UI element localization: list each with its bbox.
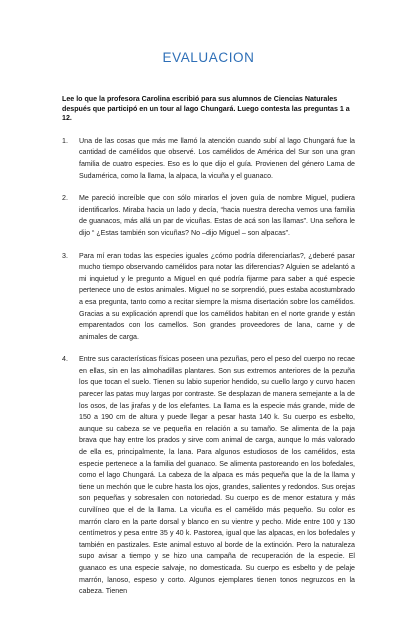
- list-item: [62, 193, 355, 239]
- item-number: 2.: [62, 194, 68, 203]
- list-item: [62, 251, 355, 344]
- list-item: [62, 354, 355, 597]
- item-number: 1.: [62, 136, 68, 145]
- item-text: Para mí eran todas las especies iguales ¿cómo podría diferenciarlas?, ¿deberé pasar mucho tiempo observando camélidos para notar las diferencias? Alguien se adelantó a mi inquietud y le pregunto a Miguel en qué podría fijarme para saber a qué especie pertenece uno de estos animales. Miguel no se sorprendió, pues estaba acostumbrado a esa pregunta, tanto como a recitar siempre la misma disertación sobre los camélidos. Gracias a su explicación aprendí que los camélidos habitan en el norte grande y están emparentados con los camellos. Son grandes proveedores de lana, carne y de animales de carga.: [79, 251, 355, 341]
- list-item: [62, 136, 355, 182]
- item-text: Una de las cosas que más me llamó la atención cuando subí al lago Chungará fue la cantidad de camélidos que observé. Los camélidos de América del Sur son una gran familia de cuatro especies. Eso es lo que dijo el guía. Provienen del género Lama de Sudamérica, como la llama, la alpaca, la vicuña y el guanaco.: [79, 136, 355, 180]
- item-number: 3.: [62, 251, 68, 260]
- item-number: 4.: [62, 355, 68, 364]
- item-text: Entre sus características físicas poseen una pezuñas, pero el peso del cuerpo no recae en ellas, sin en las almohadillas plantares. Son sus extremos anteriores de la pezuña los que tocan el suelo. Tienen su labio superior hendido, su cuello largo y curvo hacen parecer las patas muy largas por contraste. Se desplazan de manera semejante a la de los osos, de las jirafas y de los elefantes. La llama es la especie más grande, mide de 150 a 190 cm de altura y puede llegar a pesar hasta 140 k. Su cuerpo es esbelto, aunque su cabeza se ve pequeña en relación a su tamaño. Se alimenta de la paja brava que hay entre los prados y sirve com animal de carga, aunque lo más valorado de ella es, principalmente, la lana. Para algunos estudiosos de los camélidos, esta especie pertenece a la familia del guanaco. Se alimenta pastoreando en los bofedales, como el lago Chungará. La cabeza de la alpaca es más pequeña que la de la llama y tiene un mechón que le cubre hasta los ojos, grandes, salientes y redondos. Sus orejas son pequeñas y sobresalen con notoriedad. Su cuerpo es de menor estatura y más curvilíneo que el de la llama. La vicuña es el camélido más pequeño. Su color es marrón claro en la parte dorsal y blanco en su vientre y pecho. Mide entre 100 y 130 centímetros y pesa entre 35 y 40 k. Pastorea, igual que las alpacas, en los bofedales y también en pastizales. Este animal estuvo al borde de la extinción. Pero la naturaleza supo avisar a tiempo y se hizo una campaña de recuperación de la especie. El guanaco es una especie salvaje, no domesticada. Su cuerpo es esbelto y de pelaje marrón, lanoso, espeso y corto. Algunos ejemplares tienen tonos negruzcos en la cabeza. Tienen: [79, 355, 355, 596]
- page-title: EVALUACION: [162, 50, 255, 65]
- instructions-paragraph: Lee lo que la profesora Carolina escribió para sus alumnos de Ciencias Naturales después que participó en un tour al lago Chungará. Luego contesta las preguntas 1 a 12.: [62, 95, 350, 123]
- item-text: Me pareció increíble que con sólo mirarlos el joven guía de nombre Miguel, pudiera identificarlos. Miraba hacia un lado y decía, “hacia nuestra derecha vemos una familia de guanacos, más allá un par de vicuñas. Estas de acá son las llamas”. Una señora le dijo “ ¿Estas también son vicuñas? No –dijo Miguel – son alpacas”.: [79, 194, 355, 237]
- reading-list: [62, 136, 355, 598]
